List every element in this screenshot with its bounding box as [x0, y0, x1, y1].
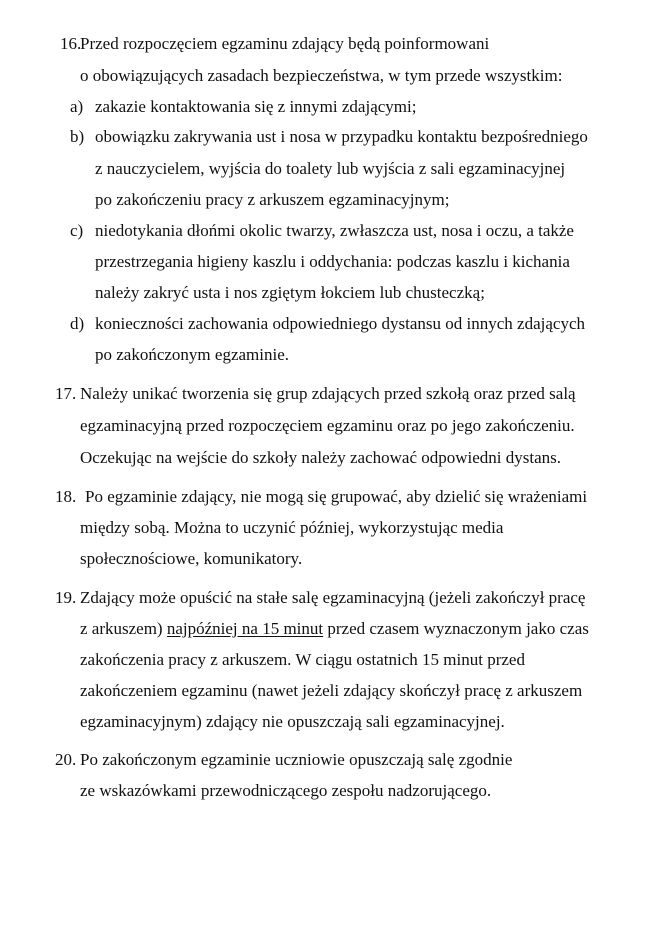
subitem-letter: b)	[70, 127, 85, 146]
subitem-text-line: zakazie kontaktowania się z innymi zdającymi;	[95, 97, 417, 116]
item-text-line: o obowiązujących zasadach bezpieczeństwa, w tym przede wszystkim:	[80, 66, 563, 85]
item-text-line: ze wskazówkami przewodniczącego zespołu nadzorującego.	[80, 781, 492, 800]
subitem-text-line: konieczności zachowania odpowiedniego dystansu od innych zdających	[95, 314, 586, 333]
item-text-line: egzaminacyjnym) zdający nie opuszczają sali egzaminacyjnej.	[80, 712, 505, 731]
item-text-line: Przed rozpoczęciem egzaminu zdający będą poinformowani	[80, 34, 490, 53]
subitem-letter: a)	[70, 97, 84, 116]
item-text-line: zakończenia pracy z arkuszem. W ciągu ostatnich 15 minut przed	[80, 650, 525, 669]
subitem-text-line: po zakończeniu pracy z arkuszem egzaminacyjnym;	[95, 190, 450, 209]
item-text-segment: przed czasem wyznaczonym jako czas	[323, 619, 589, 638]
item-text-line: egzaminacyjną przed rozpoczęciem egzaminu oraz po jego zakończeniu.	[80, 416, 575, 435]
item-text-line: Po egzaminie zdający, nie mogą się grupować, aby dzielić się wrażeniami	[85, 487, 588, 506]
item-text-line: Po zakończonym egzaminie uczniowie opuszczają salę zgodnie	[80, 750, 513, 769]
item-text-line: Oczekując na wejście do szkoły należy zachować odpowiedni dystans.	[80, 448, 562, 467]
subitem-text-line: przestrzegania higieny kaszlu i oddychania: podczas kaszlu i kichania	[95, 252, 570, 271]
subitem-letter: d)	[70, 314, 85, 333]
subitem-text-line: z nauczycielem, wyjścia do toalety lub wyjścia z sali egzaminacyjnej	[95, 159, 566, 178]
item-text-line: społecznościowe, komunikatory.	[80, 549, 303, 568]
item-number: 20.	[55, 750, 77, 769]
item-text-segment: z arkuszem)	[80, 619, 167, 638]
item-text-line: zakończeniem egzaminu (nawet jeżeli zdający skończył pracę z arkuszem	[80, 681, 583, 700]
subitem-text-line: po zakończonym egzaminie.	[95, 345, 290, 364]
item-text-line: Zdający może opuścić na stałe salę egzaminacyjną (jeżeli zakończył pracę	[80, 588, 586, 607]
subitem-text-line: obowiązku zakrywania ust i nosa w przypadku kontaktu bezpośredniego	[95, 127, 588, 146]
subitem-letter: c)	[70, 221, 84, 240]
item-number: 18.	[55, 487, 77, 506]
subitem-text-line: należy zakryć usta i nos zgiętym łokciem lub chusteczką;	[95, 283, 485, 302]
item-number: 16.	[60, 34, 82, 53]
item-text-line: między sobą. Można to uczynić później, wykorzystując media	[80, 518, 504, 537]
item-number: 17.	[55, 384, 77, 403]
item-text-line	[80, 619, 589, 639]
subitem-text-line: niedotykania dłońmi okolic twarzy, zwłaszcza ust, nosa i oczu, a także	[95, 221, 574, 240]
item-number: 19.	[55, 588, 77, 607]
underlined-deadline-text: najpóźniej na 15 minut	[166, 619, 324, 638]
item-text-line: Należy unikać tworzenia się grup zdających przed szkołą oraz przed salą	[80, 384, 576, 403]
